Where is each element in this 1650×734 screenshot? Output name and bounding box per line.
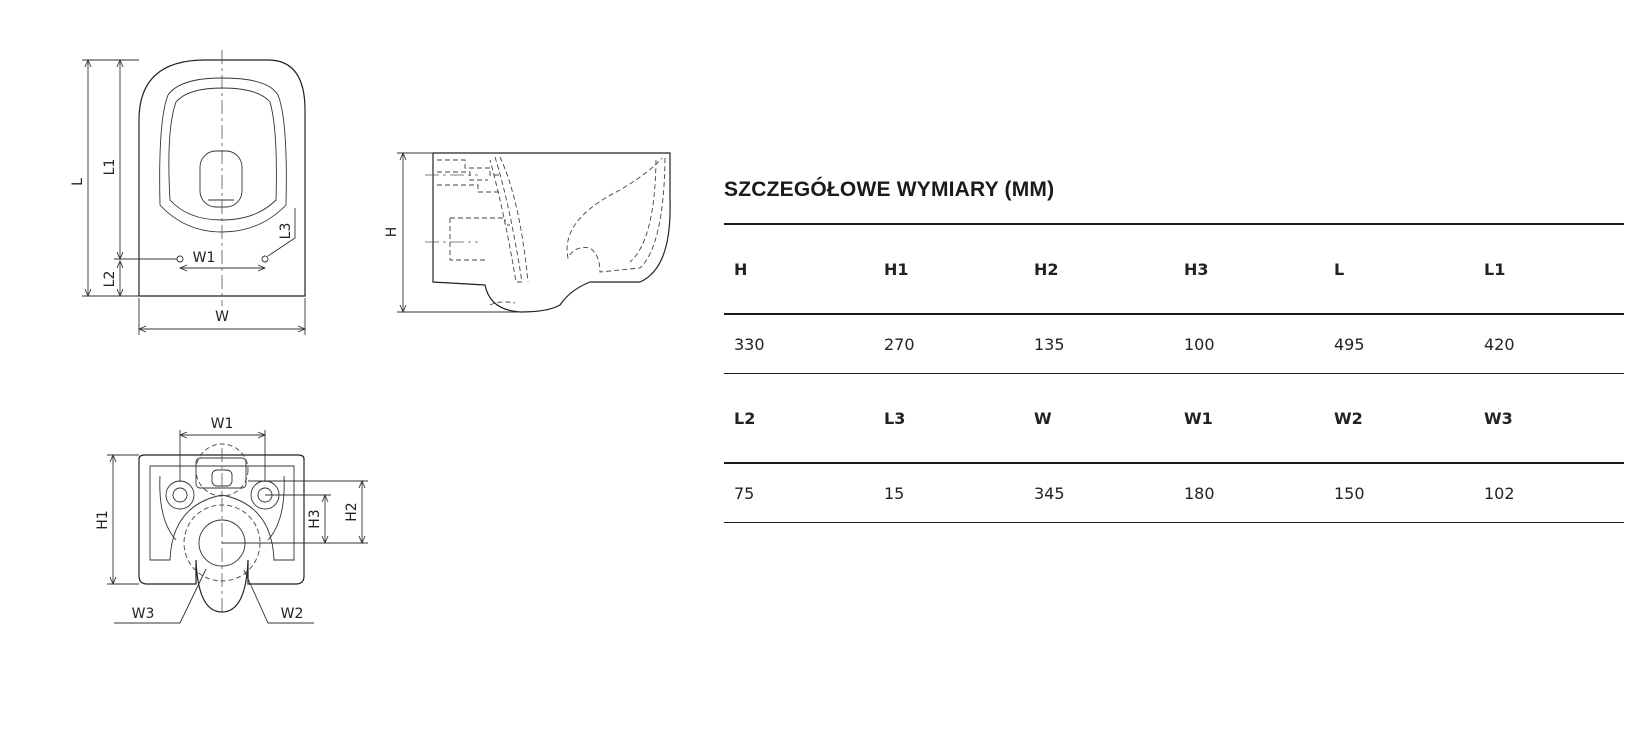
label-W1: W1: [192, 250, 216, 266]
header-cell: W3: [1474, 374, 1624, 464]
value-cell: 180: [1174, 463, 1324, 523]
dimensions-table: [724, 223, 1624, 523]
rear-view-drawing: [95, 416, 368, 623]
value-cell: 150: [1324, 463, 1474, 523]
table-value-row: [724, 463, 1624, 523]
value-cell: 102: [1474, 463, 1624, 523]
value-cell: 330: [724, 314, 874, 374]
label-H2: H2: [344, 502, 360, 522]
technical-drawings: [0, 0, 690, 734]
header-cell: W1: [1174, 374, 1324, 464]
table-header-row: [724, 224, 1624, 314]
table-value-row: [724, 314, 1624, 374]
header-cell: W2: [1324, 374, 1474, 464]
label-L3: L3: [278, 222, 294, 240]
label-H: H: [384, 226, 400, 238]
value-cell: 135: [1024, 314, 1174, 374]
label-L2: L2: [102, 270, 118, 288]
label-W2: W2: [280, 606, 304, 622]
header-cell: H: [724, 224, 874, 314]
value-cell: 270: [874, 314, 1024, 374]
header-cell: H2: [1024, 224, 1174, 314]
dimensions-title: SZCZEGÓŁOWE WYMIARY (MM): [724, 178, 1055, 201]
value-cell: 100: [1174, 314, 1324, 374]
value-cell: 75: [724, 463, 874, 523]
label-L: L: [70, 178, 86, 186]
dimensions-panel: [724, 178, 1624, 523]
label-W: W: [215, 309, 229, 325]
value-cell: 495: [1324, 314, 1474, 374]
label-rear-W1: W1: [210, 416, 234, 432]
label-W3: W3: [131, 606, 155, 622]
side-view-drawing: [384, 153, 670, 312]
header-cell: L3: [874, 374, 1024, 464]
value-cell: 15: [874, 463, 1024, 523]
header-cell: H1: [874, 224, 1024, 314]
value-cell: 345: [1024, 463, 1174, 523]
header-cell: L: [1324, 224, 1474, 314]
header-cell: W: [1024, 374, 1174, 464]
label-H3: H3: [307, 509, 323, 529]
label-L1: L1: [102, 158, 118, 176]
header-cell: L1: [1474, 224, 1624, 314]
header-cell: H3: [1174, 224, 1324, 314]
header-cell: L2: [724, 374, 874, 464]
table-header-row: [724, 374, 1624, 464]
top-view-drawing: [70, 50, 305, 335]
value-cell: 420: [1474, 314, 1624, 374]
label-H1: H1: [95, 510, 111, 530]
